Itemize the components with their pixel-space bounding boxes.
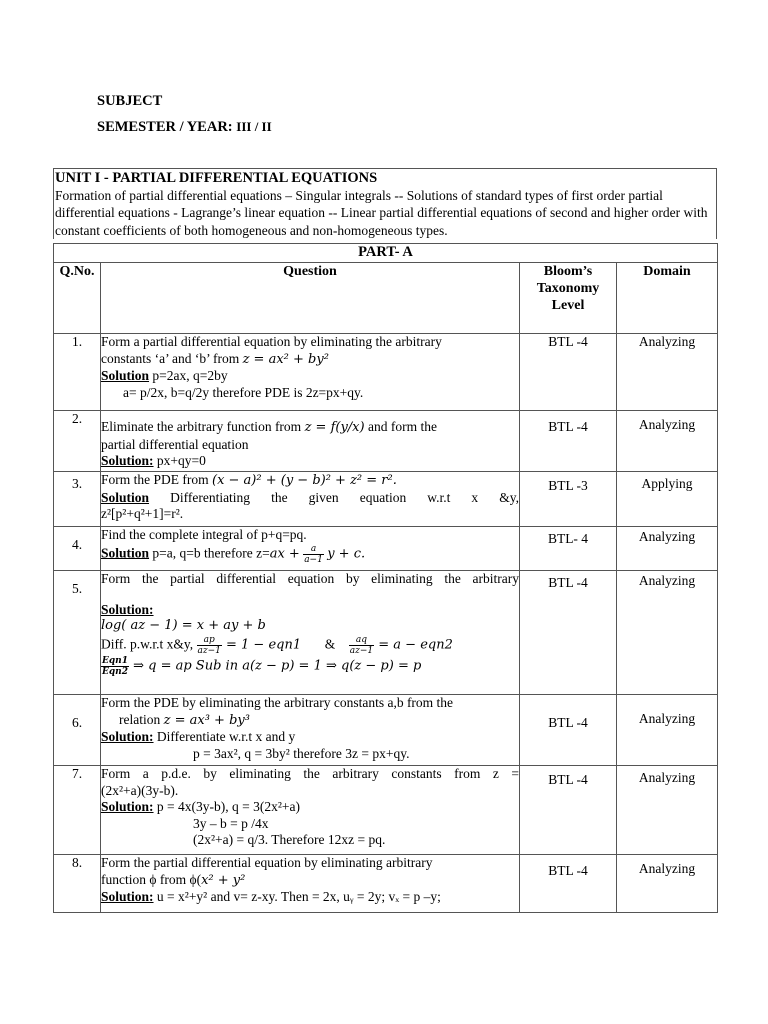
math-expression: z = ax³ + by³	[163, 712, 250, 728]
solution-text: (2x²+a) = q/3. Therefore 12xz = pq.	[193, 832, 386, 847]
fraction-numerator: aq	[349, 635, 374, 646]
solution-text: 3y – b = p /4x	[193, 815, 269, 831]
table-row	[54, 334, 718, 411]
question-cell	[101, 527, 520, 571]
fraction	[101, 656, 129, 677]
math-expression: z = f(y/x)	[304, 420, 365, 435]
table-row	[54, 695, 718, 766]
question-text: (2x²+a)(3y-b).	[101, 782, 179, 798]
fraction	[303, 544, 324, 565]
fraction-denominator: az−1	[349, 645, 374, 656]
question-cell	[101, 695, 520, 766]
semester-year	[97, 119, 272, 136]
solution-text: Differentiate w.r.t x and y	[153, 729, 296, 744]
question-text-part: function ϕ from ϕ(	[101, 871, 202, 887]
solution	[101, 729, 519, 746]
blooms-level: BTL -4	[520, 695, 617, 766]
solution-text	[101, 656, 519, 677]
domain-cell: Analyzing	[617, 527, 718, 571]
solution-label: Solution:	[101, 889, 154, 904]
question-text	[101, 419, 519, 437]
solution-label: Solution:	[101, 729, 154, 744]
fraction	[197, 635, 222, 656]
solution-text: z²[p²+q²+1]=r².	[101, 506, 184, 521]
table-row	[54, 855, 718, 913]
col-domain: Domain	[617, 263, 718, 334]
question-cell	[101, 334, 520, 411]
solution-label: Solution	[101, 545, 150, 561]
domain-cell: Applying	[617, 472, 718, 527]
column-header-row	[54, 263, 718, 334]
question-table	[53, 243, 718, 913]
col-qno: Q.No.	[54, 263, 101, 334]
math-expression: ⇒ q = ap Sub in a(z − p) = 1 ⇒ q(z − p) = p	[128, 658, 422, 674]
unit-title: UNIT I - PARTIAL DIFFERENTIAL EQUATIONS	[55, 170, 378, 186]
table-row	[54, 472, 718, 527]
qno-cell: 1.	[54, 334, 101, 411]
domain-cell: Analyzing	[617, 855, 718, 913]
math-expression: (x − a)² + (y − b)² + z² = r².	[212, 473, 397, 488]
domain-cell: Analyzing	[617, 411, 718, 472]
solution-text: p = 3ax², q = 3by² therefore 3z = px+qy.	[193, 745, 410, 761]
table-row	[54, 571, 718, 695]
question-cell	[101, 472, 520, 527]
table-row	[54, 766, 718, 855]
solution-text: u = x²+y² and v= z-xy. Then = 2x, uᵧ = 2y; vₓ = p –y;	[153, 889, 441, 904]
math-expression: log( az − 1) = x + ay + b	[101, 618, 266, 633]
qno-cell: 6.	[54, 695, 101, 766]
solution-label: Solution	[101, 489, 150, 505]
blooms-level: BTL -4	[520, 571, 617, 695]
question-cell	[101, 571, 520, 695]
spacer	[101, 588, 519, 602]
col-question: Question	[101, 263, 520, 334]
question-text-part: and form the	[364, 419, 437, 434]
solution-text: p=2ax, q=2by	[149, 368, 228, 383]
solution-text-part: Diff. p.w.r.t x&y,	[101, 636, 197, 652]
col-blooms: Bloom’s Taxonomy Level	[520, 263, 617, 334]
math-expression: x² + y²	[201, 872, 246, 888]
question-text-part: relation	[119, 711, 164, 727]
unit-description: Formation of partial differential equations – Singular integrals -- Solutions of standard types of first order partial differential equations - Lagrange’s linear equation -- Linear partial differential equations of second and higher order with constant coefficients of both homogeneous and non-homogeneous types.	[55, 188, 708, 238]
blooms-level: BTL -4	[520, 766, 617, 855]
semester-label: SEMESTER / YEAR:	[97, 119, 233, 135]
fraction-denominator: a−1	[304, 554, 323, 565]
qno-cell: 5.	[54, 571, 101, 695]
domain-cell: Analyzing	[617, 766, 718, 855]
question-text-part: Form the PDE from	[101, 472, 212, 487]
solution-text	[101, 635, 519, 656]
question-cell	[101, 855, 520, 913]
qno-cell: 3.	[54, 472, 101, 527]
solution-text: a= p/2x, b=q/2y therefore PDE is 2z=px+qy.	[123, 384, 364, 400]
solution-text: p=a, q=b therefore z=	[149, 545, 270, 561]
question-text	[101, 872, 519, 890]
question-text	[101, 712, 519, 730]
semester-value: III / II	[236, 119, 272, 134]
question-text: Form the PDE by eliminating the arbitrary constants a,b from the	[101, 695, 454, 710]
question-text: partial differential equation	[101, 436, 249, 452]
blooms-level: BTL -3	[520, 472, 617, 527]
blooms-level: BTL -4	[520, 334, 617, 411]
fraction	[349, 635, 374, 656]
solution-text-part: &	[324, 636, 336, 652]
solution-label: Solution	[101, 368, 150, 383]
fraction-numerator: ap	[197, 635, 222, 646]
domain-cell: Analyzing	[617, 695, 718, 766]
blooms-level: BTL -4	[520, 411, 617, 472]
math-expression: z = ax² + by²	[242, 351, 329, 367]
solution	[101, 453, 519, 470]
part-title: PART- A	[54, 244, 718, 263]
unit-box	[53, 168, 717, 239]
solution-label: Solution:	[101, 601, 154, 617]
solution	[101, 544, 519, 565]
table-row	[54, 527, 718, 571]
domain-cell: Analyzing	[617, 571, 718, 695]
qno-cell: 7.	[54, 766, 101, 855]
question-cell	[101, 766, 520, 855]
solution-text: Differentiating the given equation w.r.t x &y,	[149, 489, 519, 505]
math-expression: = a − eqn2	[374, 637, 453, 653]
fraction-denominator: az−1	[197, 645, 221, 656]
blooms-level: BTL -4	[520, 855, 617, 913]
question-cell	[101, 411, 520, 472]
solution-label: Solution:	[101, 453, 154, 468]
fraction-numerator: a	[303, 544, 324, 555]
question-text: Form the partial differential equation by eliminating arbitrary	[101, 855, 433, 870]
fraction-numerator: Eqn1	[102, 655, 128, 666]
question-text: Find the complete integral of p+q=pq.	[101, 527, 307, 542]
qno-cell: 4.	[54, 527, 101, 571]
solution-text: p = 4x(3y-b), q = 3(2x²+a)	[153, 799, 301, 814]
question-text: Form a partial differential equation by eliminating the arbitrary	[101, 334, 442, 349]
question-text: Form a p.d.e. by eliminating the arbitrary constants from z =	[101, 766, 519, 781]
solution	[101, 889, 519, 906]
fraction-denominator: Eqn2	[102, 666, 128, 677]
solution	[101, 602, 519, 619]
math-expression: y + c.	[327, 546, 366, 562]
solution	[101, 490, 519, 507]
math-expression: ax +	[269, 546, 300, 562]
question-text-part: constants ‘a’ and ‘b’ from	[101, 350, 243, 366]
question-text-part: Eliminate the arbitrary function from	[101, 419, 305, 434]
question-text	[101, 472, 519, 490]
blooms-level: BTL- 4	[520, 527, 617, 571]
domain-cell: Analyzing	[617, 334, 718, 411]
solution	[101, 368, 519, 385]
table-row	[54, 411, 718, 472]
qno-cell: 8.	[54, 855, 101, 913]
math-expression: = 1 − eqn1	[221, 637, 302, 653]
qno-cell: 2.	[54, 411, 101, 472]
solution-label: Solution:	[101, 799, 154, 814]
solution-text: px+qy=0	[153, 453, 206, 468]
solution	[101, 799, 519, 816]
question-text	[101, 351, 519, 369]
question-text: Form the partial differential equation by eliminating the arbitrary	[101, 571, 519, 586]
subject-label: SUBJECT	[97, 93, 163, 109]
